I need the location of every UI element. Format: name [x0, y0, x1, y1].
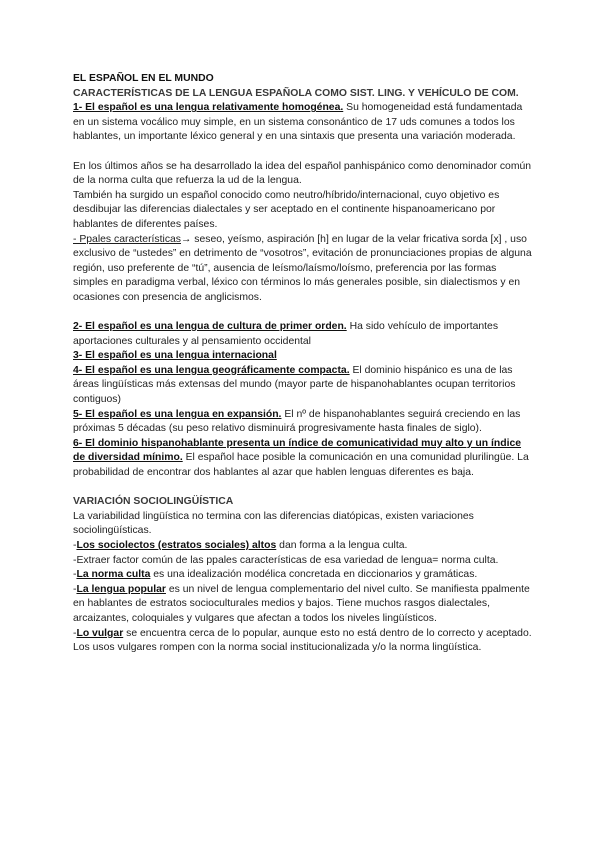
point-3-heading: 3- El español es una lengua internacional [73, 350, 277, 362]
point-5-paragraph [73, 408, 533, 437]
sociolinguistic-intro: La variabilidad lingüística no termina con las diferencias diatópicas, existen variaciones sociolingüísticas. [73, 510, 474, 537]
point-5-heading: 5- El español es una lengua en expansión. [73, 408, 282, 420]
popular-language-paragraph [73, 583, 533, 627]
point-1-heading: 1- El español es una lengua relativamente homogénea. [73, 102, 344, 114]
vulgar-paragraph [73, 627, 533, 656]
point-2-text: Ha sido vehículo de importantes aportaciones culturales y al pensamiento occidental [73, 321, 499, 347]
main-features-paragraph [73, 233, 533, 306]
vulgar-heading: Lo vulgar [76, 627, 124, 639]
panhispanic-paragraph: En los últimos años se ha desarrollado la idea del español panhispánico como denominador común de la norma culta que refuerza la ud de la lengua. [73, 160, 532, 187]
document-page [73, 72, 533, 656]
point-2-paragraph [73, 320, 533, 349]
main-features-text: → seseo, yeísmo, aspiración [h] en lugar de la velar fricativa sorda [x] , uso exclusivo de “ustedes” en detrimento de “vosotros”, evitación de pronunciaciones propias de alguna región, uso preferente de “tú”, ausencia de leísmo/laísmo/loísmo, preferencia por las formas simples en paradigma verbal, léxico con términos lo más generales posible, sin dialectismos y en ocasiones con presencia de anglicismos. [73, 233, 532, 303]
cultured-norm-paragraph [73, 568, 533, 583]
cultured-norm-heading: La norma culta [76, 569, 151, 581]
vulgar-text: se encuentra cerca de lo popular, aunque esto no está dentro de lo correcto y aceptado. Los usos vulgares rompen con la norma social institucionalizada y/o la norma lingüística. [73, 627, 532, 654]
sociolects-text: dan forma a la lengua culta. [276, 540, 408, 551]
point-2-heading: 2- El español es una lengua de cultura de primer orden. [73, 321, 347, 333]
document-subtitle: CARACTERÍSTICAS DE LA LENGUA ESPAÑOLA COMO SIST. LING. Y VEHÍCULO DE COM. [73, 87, 519, 99]
point-6-paragraph [73, 437, 533, 481]
common-factor-paragraph: -Extraer factor común de las ppales características de esa variedad de lengua= norma culta. [73, 554, 499, 566]
sociolects-prefix: - [73, 540, 77, 551]
point-4-heading: 4- El español es una lengua geográficamente compacta. [73, 364, 350, 376]
popular-language-text: es un nivel de lengua complementario del nivel culto. Se manifiesta ppalmente en hablantes de estratos socioculturales medios y bajos. Tiene muchos rasgos dialectales, arcaizantes, coloquiales y vulgares que afectan a todos los niveles lingüísticos. [73, 583, 530, 624]
document-title: EL ESPAÑOL EN EL MUNDO [73, 73, 214, 84]
point-6-heading: 6- El dominio hispanohablante presenta un índice de comunicatividad muy alto y un índice de diversidad mínimo. [73, 437, 522, 464]
neutral-spanish-paragraph: También ha surgido un español conocido como neutro/híbrido/internacional, cuyo objetivo es desdibujar las diferencias dialectales y ser aceptado en el continente hispanoamericano por hablantes de diferentes países. [73, 189, 500, 230]
point-4-paragraph [73, 364, 533, 408]
point-1-paragraph [73, 101, 533, 145]
main-features-heading: - Ppales características [73, 233, 181, 245]
sociolects-paragraph [73, 539, 533, 554]
section-2-title: VARIACIÓN SOCIOLINGÜÍSTICA [73, 496, 234, 508]
point-3-paragraph [73, 349, 533, 364]
sociolects-heading: Los sociolectos (estratos sociales) altos [76, 540, 277, 551]
popular-language-prefix: - [73, 583, 77, 595]
cultured-norm-text: es una idealización modélica concretada en diccionarios y gramáticas. [150, 569, 478, 581]
point-6-text: El español hace posible la comunicación en una comunidad plurilingüe. La probabilidad de encontrar dos hablantes al azar que hablen lenguas diferentes es baja. [73, 452, 529, 479]
cultured-norm-prefix: - [73, 569, 77, 581]
point-1-text: Su homogeneidad está fundamentada en un sistema vocálico muy simple, en un sistema consonántico de 17 uds comunes a todos los hablantes, un importante léxico general y en una sintaxis que presenta una variación moderada. [73, 102, 523, 143]
point-4-text: El dominio hispánico es una de las áreas lingüísticas más extensas del mundo (mayor parte de hispanohablantes ocupan territorios contiguos) [73, 364, 516, 406]
vulgar-prefix: - [73, 627, 77, 639]
popular-language-heading: La lengua popular [76, 583, 166, 595]
point-5-text: El nº de hispanohablantes seguirá creciendo en las próximas 5 décadas (su peso relativo disminuirá progresivamente hasta finales de siglo). [73, 408, 521, 435]
